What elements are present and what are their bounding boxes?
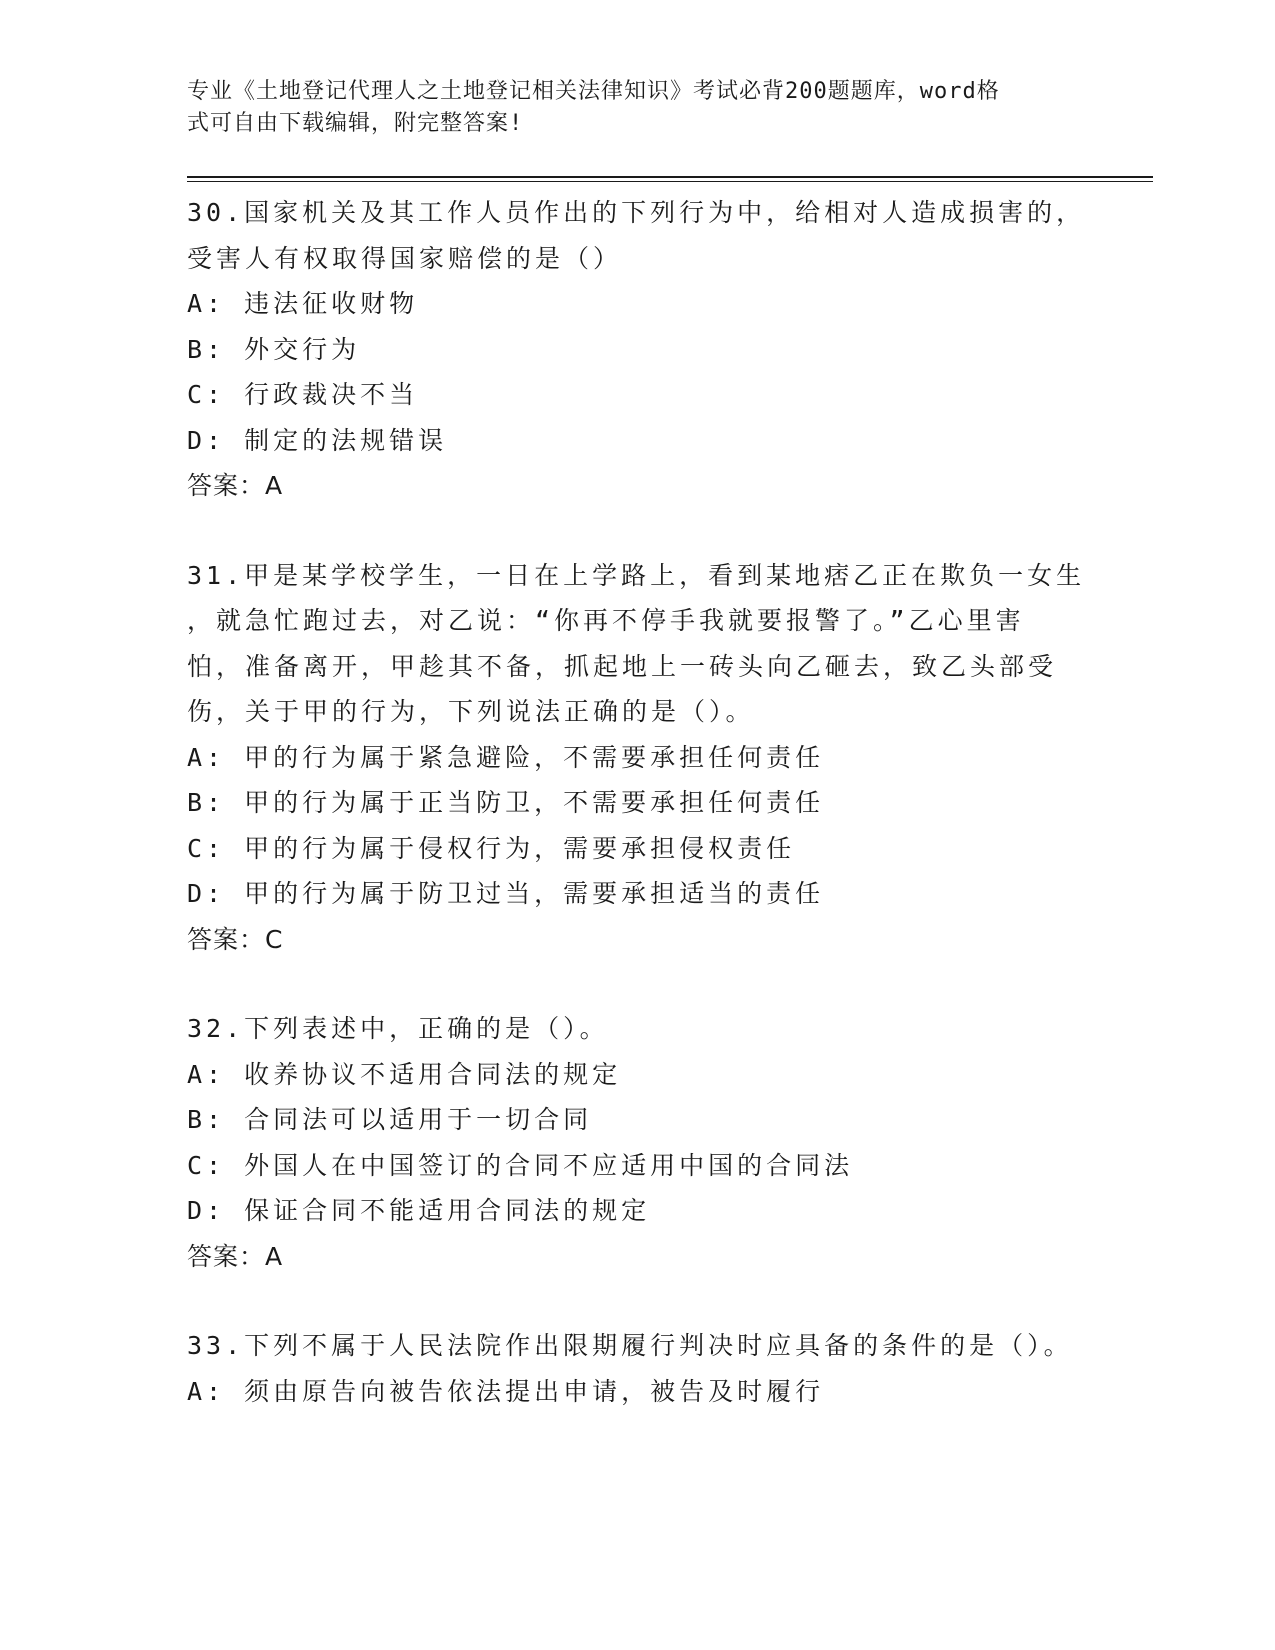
answer-label: 答案：A: [187, 1241, 284, 1271]
option-a: A: 违法征收财物: [187, 289, 419, 318]
option-c: C: 甲的行为属于侵权行为，需要承担侵权责任: [187, 833, 796, 863]
question-stem-line: 32.下列表述中，正确的是（）。: [187, 1014, 609, 1043]
question-stem-line: 受害人有权取得国家赔偿的是（）: [187, 243, 623, 273]
question-stem-line: 30.国家机关及其工作人员作出的下列行为中，给相对人造成损害的，: [187, 198, 1086, 227]
question-32: [187, 1006, 1087, 1279]
answer-label: 答案：A: [187, 471, 284, 500]
question-stem-line: 怕，准备离开，甲趁其不备，抓起地上一砖头向乙砸去，致乙头部受: [187, 651, 1058, 681]
header-line-2: 式可自由下载编辑，附完整答案!: [187, 111, 524, 136]
option-b: B: 合同法可以适用于一切合同: [187, 1105, 593, 1134]
option-b: B: 外交行为: [187, 334, 361, 364]
document-header: [187, 76, 1067, 140]
option-c: C: 行政裁决不当: [187, 380, 419, 409]
header-line-1: 专业《土地登记代理人之土地登记相关法律知识》考试必背200题题库，word格: [187, 79, 1000, 104]
question-stem-line: 31.甲是某学校学生，一日在上学路上，看到某地痞乙正在欺负一女生: [187, 560, 1086, 590]
header-divider-thick: [187, 176, 1153, 178]
question-list: [187, 190, 1087, 1458]
option-b: B: 甲的行为属于正当防卫，不需要承担任何责任: [187, 788, 825, 817]
option-a: A: 收养协议不适用合同法的规定: [187, 1059, 622, 1089]
option-a: A: 甲的行为属于紧急避险，不需要承担任何责任: [187, 742, 825, 772]
question-31: [187, 553, 1087, 963]
answer-label: 答案：C: [187, 924, 284, 954]
option-d: D: 甲的行为属于防卫过当，需要承担适当的责任: [187, 879, 825, 908]
header-divider-thin: [187, 181, 1153, 182]
option-a: A: 须由原告向被告依法提出申请，被告及时履行: [187, 1376, 825, 1406]
question-33: [187, 1323, 1087, 1414]
question-30: [187, 190, 1087, 509]
question-stem-line: 33.下列不属于人民法院作出限期履行判决时应具备的条件的是（）。: [187, 1331, 1073, 1360]
question-stem-line: ，就急忙跑过去，对乙说：“你再不停手我就要报警了。”乙心里害: [187, 606, 1025, 635]
option-d: D: 保证合同不能适用合同法的规定: [187, 1196, 651, 1225]
question-stem-line: 伤，关于甲的行为，下列说法正确的是（）。: [187, 697, 755, 726]
option-d: D: 制定的法规错误: [187, 425, 448, 455]
option-c: C: 外国人在中国签订的合同不应适用中国的合同法: [187, 1150, 854, 1180]
